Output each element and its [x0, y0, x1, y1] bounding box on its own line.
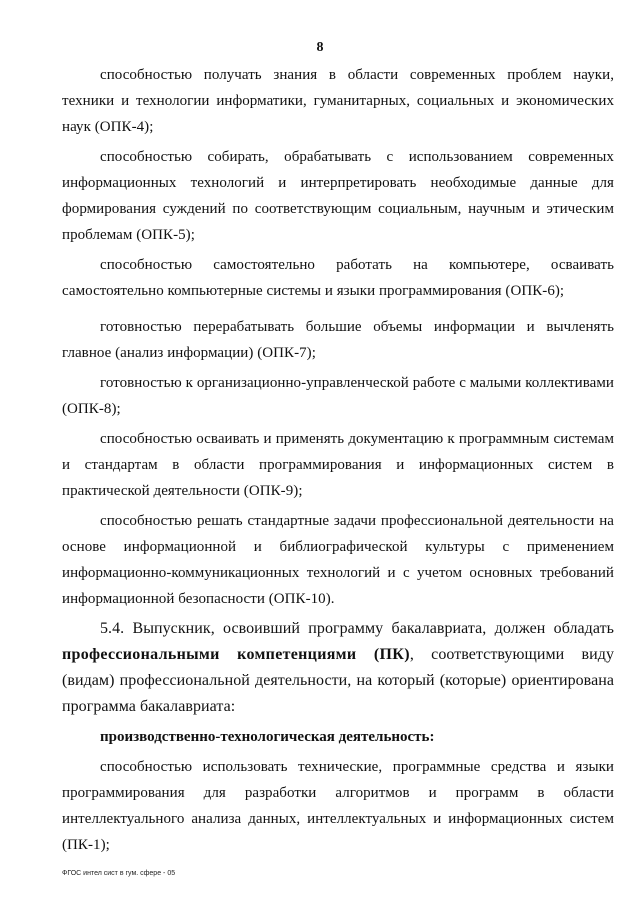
page-number: 8	[316, 40, 324, 55]
paragraph-opk-6: способностью самостоятельно работать на компьютере, осваивать самостоятельно компьютерные системы и языки программирования (ОПК-6);	[62, 257, 614, 299]
section-5-4-lead: 5.4. Выпускник, освоивший программу бакалавриата, должен обладать	[100, 620, 614, 637]
paragraph-opk-8: готовностью к организационно-управленческой работе с малыми коллективами (ОПК-8);	[62, 375, 614, 417]
paragraph-opk-10: способностью решать стандартные задачи профессиональной деятельности на основе информационной и библиографической культуры с применением информационно-коммуникационных технологий и с учетом основных требований информационной безопасности (ОПК-10).	[62, 513, 614, 607]
activity-heading: производственно-технологическая деятельность:	[100, 729, 435, 745]
section-5-4-bold-term: профессиональными компетенциями (ПК)	[62, 646, 410, 663]
paragraph-section-5-4	[62, 616, 614, 720]
document-body	[62, 62, 614, 862]
footer-note: ФГОС интел сист в гум. сфере - 05	[62, 870, 176, 877]
paragraph-opk-9: способностью осваивать и применять документацию к программным системам и стандартам в области программирования и информационных систем в практической деятельности (ОПК-9);	[62, 431, 614, 499]
section-5-4-tail: , соответствующими виду (видам) профессиональной деятельности, на который (которые) ориентирована программа бакалавриата:	[62, 646, 614, 715]
paragraph-opk-4: способностью получать знания в области современных проблем науки, техники и технологии информатики, гуманитарных, социальных и экономических наук (ОПК-4);	[62, 67, 614, 135]
paragraph-pk-1: способностью использовать технические, программные средства и языки программирования для разработки алгоритмов и программ в области интеллектуального анализа данных, интеллектуальных и информационных систем (ПК-1);	[62, 759, 614, 853]
paragraph-opk-5: способностью собирать, обрабатывать с использованием современных информационных технологий и интерпретировать необходимые данные для формирования суждений по соответствующим социальным, научным и этическим проблемам (ОПК-5);	[62, 149, 614, 243]
paragraph-opk-7: готовностью перерабатывать большие объемы информации и вычленять главное (анализ информации) (ОПК-7);	[62, 319, 614, 361]
